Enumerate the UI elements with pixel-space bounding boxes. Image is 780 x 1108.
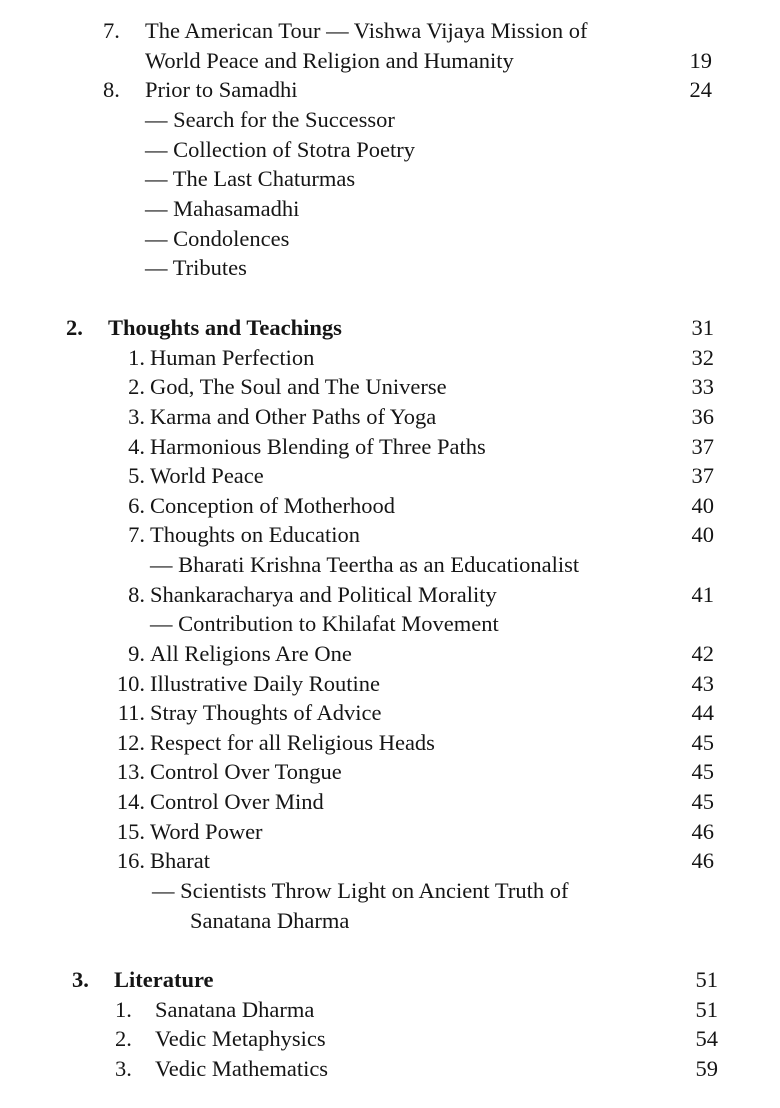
entry-number: 11. xyxy=(117,700,145,725)
page-number: 37 xyxy=(691,434,714,459)
entry-title: Stray Thoughts of Advice xyxy=(150,700,382,725)
entry-number: 5. xyxy=(128,463,145,488)
page-number: 51 xyxy=(695,997,718,1022)
entry-title: Sanatana Dharma xyxy=(155,997,315,1022)
subentry: — Bharati Krishna Teertha as an Educationalist xyxy=(150,552,580,577)
page-number: 41 xyxy=(691,582,714,607)
entry-title: God, The Soul and The Universe xyxy=(150,374,447,399)
entry-number: 3. xyxy=(128,404,145,429)
page-number: 32 xyxy=(691,345,714,370)
subentry-continued: Sanatana Dharma xyxy=(190,908,350,933)
entry-title: Prior to Samadhi xyxy=(145,77,298,102)
entry-number: 13. xyxy=(116,759,145,784)
page-number: 45 xyxy=(691,730,714,755)
entry-title: Karma and Other Paths of Yoga xyxy=(150,404,437,429)
entry-title-continued: World Peace and Religion and Humanity xyxy=(145,48,514,73)
entry-title: World Peace xyxy=(150,463,264,488)
entry-title: Illustrative Daily Routine xyxy=(150,671,380,696)
section-number: 2. xyxy=(66,315,83,340)
entry-title: Shankaracharya and Political Morality xyxy=(150,582,497,607)
entry-title: Respect for all Religious Heads xyxy=(150,730,435,755)
page-number: 42 xyxy=(691,641,714,666)
section-number: 3. xyxy=(72,967,89,992)
entry-title: Control Over Tongue xyxy=(150,759,342,784)
entry-title: Harmonious Blending of Three Paths xyxy=(150,434,486,459)
subentry: — Collection of Stotra Poetry xyxy=(145,137,415,162)
page-number: 59 xyxy=(695,1056,718,1081)
entry-number: 2. xyxy=(128,374,145,399)
subentry: — Condolences xyxy=(145,226,290,251)
page-number: 33 xyxy=(691,374,714,399)
entry-title: Thoughts on Education xyxy=(150,522,360,547)
entry-title: Word Power xyxy=(150,819,263,844)
page-number: 46 xyxy=(691,848,714,873)
entry-number: 16. xyxy=(116,848,145,873)
entry-title: The American Tour — Vishwa Vijaya Mission of xyxy=(145,18,588,43)
page-number: 44 xyxy=(691,700,714,725)
entry-title: Bharat xyxy=(150,848,210,873)
page-number: 43 xyxy=(691,671,714,696)
page-number: 40 xyxy=(691,522,714,547)
entry-number: 7. xyxy=(128,522,145,547)
section-page-number: 51 xyxy=(695,967,718,992)
section-page-number: 31 xyxy=(691,315,714,340)
entry-number: 3. xyxy=(115,1056,132,1081)
entry-title: Conception of Motherhood xyxy=(150,493,395,518)
entry-title: Vedic Metaphysics xyxy=(155,1026,326,1051)
entry-number: 14. xyxy=(116,789,145,814)
page-number: 37 xyxy=(691,463,714,488)
section-title: Thoughts and Teachings xyxy=(108,315,342,340)
entry-title: All Religions Are One xyxy=(150,641,352,666)
page-number: 45 xyxy=(691,789,714,814)
subentry: — Tributes xyxy=(145,255,247,280)
page-number: 19 xyxy=(689,48,712,73)
page-number: 24 xyxy=(689,77,712,102)
entry-number: 1. xyxy=(128,345,145,370)
entry-number: 2. xyxy=(115,1026,132,1051)
entry-title: Human Perfection xyxy=(150,345,315,370)
subentry: — Scientists Throw Light on Ancient Truth of xyxy=(152,878,569,903)
entry-title: Control Over Mind xyxy=(150,789,324,814)
page-number: 40 xyxy=(691,493,714,518)
subentry: — Mahasamadhi xyxy=(145,196,300,221)
entry-number: 10. xyxy=(116,671,145,696)
entry-title: Vedic Mathematics xyxy=(155,1056,329,1081)
entry-number: 1. xyxy=(115,997,132,1022)
page-number: 36 xyxy=(691,404,714,429)
page-number: 45 xyxy=(691,759,714,784)
entry-number: 7. xyxy=(103,18,120,43)
entry-number: 8. xyxy=(128,582,145,607)
subentry: — Search for the Successor xyxy=(145,107,395,132)
entry-number: 15. xyxy=(116,819,145,844)
entry-number: 6. xyxy=(128,493,145,518)
section-title: Literature xyxy=(114,967,214,992)
entry-number: 9. xyxy=(128,641,145,666)
page-number: 54 xyxy=(695,1026,718,1051)
entry-number: 4. xyxy=(128,434,145,459)
entry-number: 8. xyxy=(103,77,120,102)
page-number: 46 xyxy=(691,819,714,844)
entry-number: 12. xyxy=(116,730,145,755)
subentry: — Contribution to Khilafat Movement xyxy=(150,611,499,636)
subentry: — The Last Chaturmas xyxy=(145,166,356,191)
